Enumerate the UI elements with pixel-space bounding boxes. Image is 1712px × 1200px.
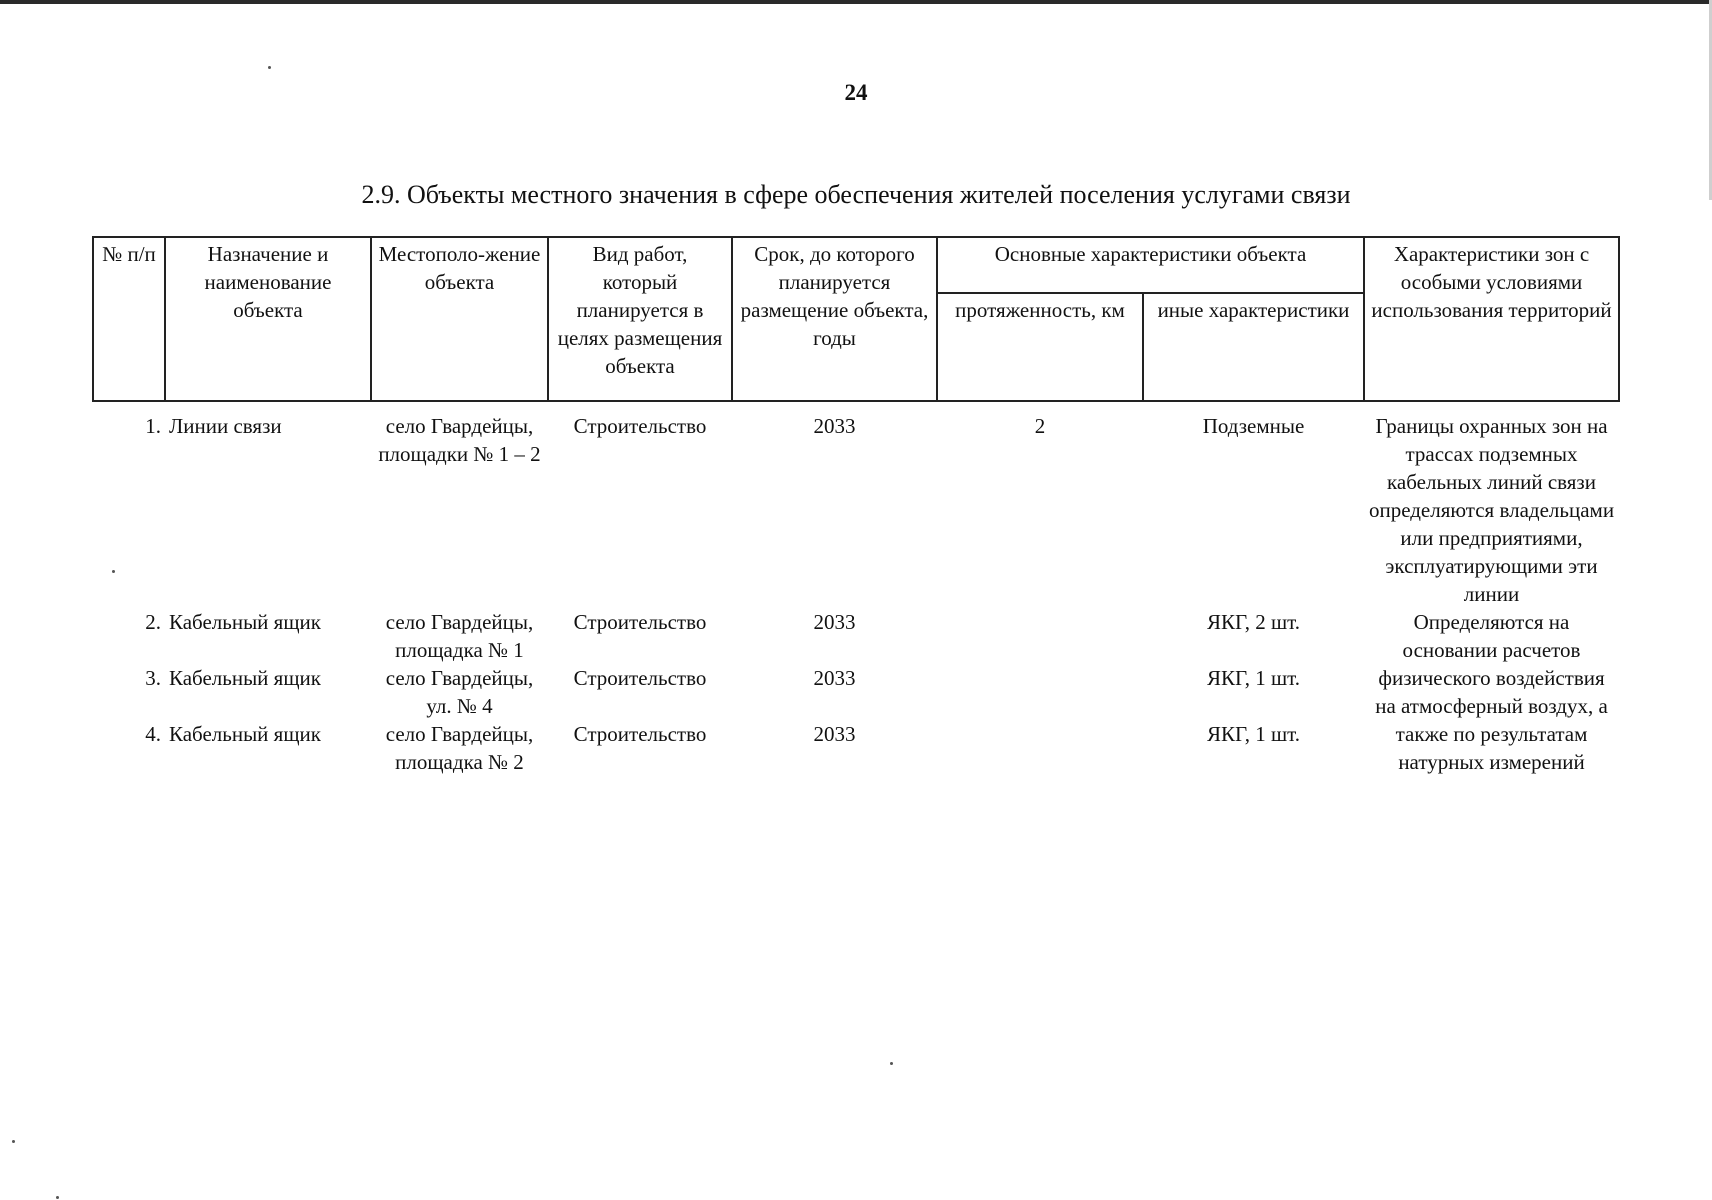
- cell-work-type: Строительство: [573, 666, 707, 690]
- header-work-type: Вид работ, который планируется в целях размещения объекта: [548, 237, 732, 401]
- scan-speck: [268, 66, 271, 69]
- cell-num: 3.: [145, 666, 161, 690]
- objects-table: [92, 236, 1620, 776]
- section-title: 2.9. Объекты местного значения в сфере обеспечения жителей поселения услугами связи: [361, 180, 1351, 209]
- cell-other: ЯКГ, 1 шт.: [1206, 722, 1301, 746]
- table-body: [93, 401, 1619, 776]
- cell-deadline: 2033: [813, 722, 856, 746]
- table-row: [93, 608, 1619, 664]
- cell-deadline: 2033: [813, 666, 856, 690]
- header-deadline: Срок, до которого планируется размещение объекта, годы: [732, 237, 937, 401]
- cell-name: Кабельный ящик: [169, 722, 321, 746]
- cell-num: 4.: [145, 722, 161, 746]
- scan-speck: [56, 1196, 59, 1199]
- cell-location: село Гвардейцы, площадка № 1: [385, 610, 534, 662]
- cell-work-type: Строительство: [573, 610, 707, 634]
- cell-name: Линии связи: [169, 414, 282, 438]
- cell-name: Кабельный ящик: [169, 666, 321, 690]
- cell-zone: Границы охранных зон на трассах подземных кабельных линий связи определяются владельцами или предприятиями, эксплуатирующими эти линии: [1368, 414, 1615, 606]
- cell-num: 2.: [145, 610, 161, 634]
- cell-location: село Гвардейцы, площадка № 2: [385, 722, 534, 774]
- header-location: Местополо-жение объекта: [371, 237, 548, 401]
- cell-length: [937, 720, 1143, 776]
- cell-length: 2: [1034, 414, 1046, 438]
- cell-other: ЯКГ, 1 шт.: [1206, 666, 1301, 690]
- cell-work-type: Строительство: [573, 722, 707, 746]
- cell-work-type: Строительство: [573, 414, 707, 438]
- scan-speck: [112, 570, 115, 573]
- header-length: протяженность, км: [937, 293, 1143, 401]
- scan-speck: [12, 1140, 15, 1143]
- cell-other: ЯКГ, 2 шт.: [1206, 610, 1301, 634]
- cell-other: Подземные: [1202, 414, 1305, 438]
- cell-location: село Гвардейцы, площадки № 1 – 2: [378, 414, 541, 466]
- cell-length: [937, 608, 1143, 664]
- header-main-characteristics: Основные характеристики объекта: [937, 237, 1364, 293]
- cell-zone-shared: Определяются на основании расчетов физического воздействия на атмосферный воздух, а также по результатам натурных измерений: [1375, 610, 1608, 774]
- cell-length: [937, 664, 1143, 720]
- scan-top-border: [0, 0, 1712, 4]
- cell-location: село Гвардейцы, ул. № 4: [385, 666, 534, 718]
- header-zones: Характеристики зон с особыми условиями использования территорий: [1364, 237, 1619, 401]
- cell-num: 1.: [145, 414, 161, 438]
- cell-deadline: 2033: [813, 414, 856, 438]
- table-row: [93, 401, 1619, 608]
- header-num: № п/п: [93, 237, 165, 401]
- header-other: иные характеристики: [1143, 293, 1364, 401]
- cell-name: Кабельный ящик: [169, 610, 321, 634]
- cell-deadline: 2033: [813, 610, 856, 634]
- table-header: [93, 237, 1619, 401]
- page-number: 24: [844, 80, 868, 105]
- scan-speck: [890, 1062, 893, 1065]
- header-name: Назначение и наименование объекта: [165, 237, 371, 401]
